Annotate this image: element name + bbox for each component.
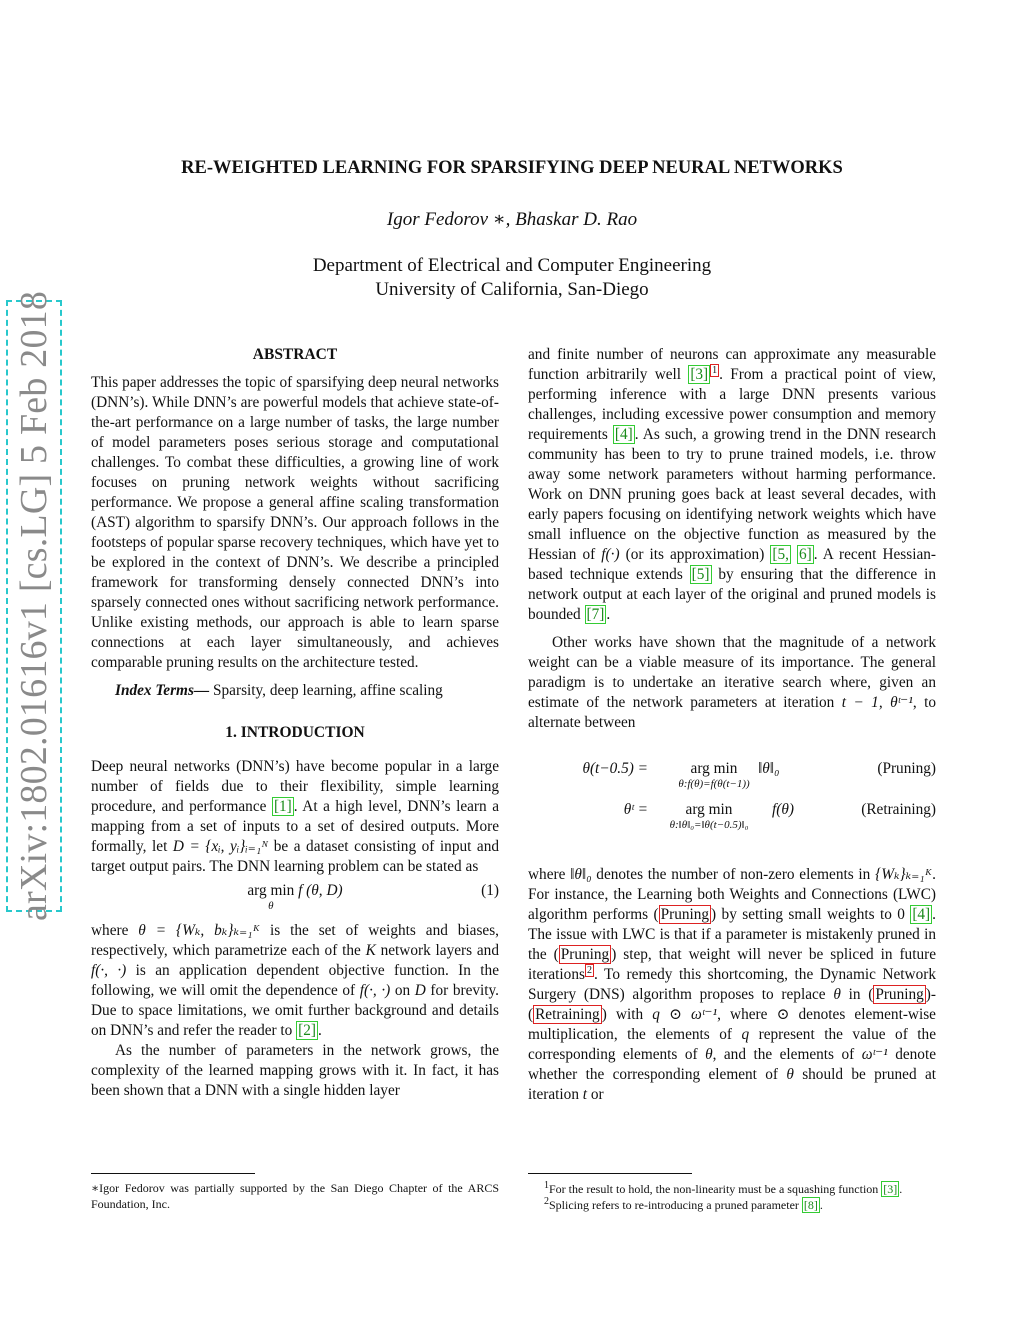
intro-heading: 1. INTRODUCTION xyxy=(225,724,365,741)
left-column xyxy=(91,345,499,1101)
footnote-rule-right xyxy=(528,1173,692,1174)
equation-block xyxy=(528,755,936,847)
index-terms-label: Index Terms— xyxy=(115,682,210,699)
abstract-heading: ABSTRACT xyxy=(252,346,338,363)
arxiv-stamp xyxy=(6,290,62,922)
right-paragraph-2: Other works have shown that the magnitude of a network weight can be a viable measure of its importance. The general paradigm is to undertake an iterative search where, given an estimate of the network parameters at iteration t − 1, θᵗ⁻¹, to alternate between xyxy=(528,634,937,731)
footnote-rule-left xyxy=(91,1173,255,1174)
footnote-right-1: $^1$For the result to hold, the non-linearity must be a squashing function [3] . xyxy=(544,1180,903,1196)
affiliation-line-2: University of California, San-Diego xyxy=(375,279,649,300)
eq-retraining-lhs: θᵗ = xyxy=(623,801,648,818)
intro-paragraph-1: Deep neural networks (DNN’s) have become popular in a large number of fields due to their flexibility, simple learning procedure, and performance [1] . At a high level, DNN’s learn a mapping from a set of inputs to a set of desired outputs. More formally, let D = {xᵢ, yᵢ}ᵢ₌₁ᴺ be a dataset consisting of input and target output pairs. The DNN learning problem can be stated as xyxy=(91,758,500,875)
eq-retraining-subscript: θ:‖θ‖₀=‖θ(t−0.5)‖₀ xyxy=(669,819,749,831)
authors: Igor Fedorov ∗, Bhaskar D. Rao xyxy=(386,209,638,230)
citation[interactable]: 6] xyxy=(799,546,812,563)
footnote-left: ∗Igor Fedorov was partially supported by the San Diego Chapter of the ARCS Foundation, Inc. xyxy=(91,1181,499,1211)
intro-paragraph-3: As the number of parameters in the network grows, the complexity of the learned mapping grows with it. In fact, it has been shown that a DNN with a single hidden layer xyxy=(91,1042,499,1099)
right-column xyxy=(528,345,936,1105)
affiliation xyxy=(0,254,1024,302)
citation[interactable]: [8] xyxy=(803,1198,818,1212)
arxiv-id: arXiv:1802.01616v1 [cs.LG] 5 Feb 2018 xyxy=(13,290,56,922)
eq-pruning-rhs: ‖θ‖₀ xyxy=(758,760,780,777)
footnote-right-2: $^2$Splicing refers to re-introducing a pruned parameter [8] . xyxy=(544,1196,823,1212)
eq1-number: (1) xyxy=(481,882,499,899)
eq-pruning xyxy=(528,759,936,799)
equation-1 xyxy=(91,877,499,921)
citation[interactable]: [2] xyxy=(298,1022,316,1039)
abstract-text: This paper addresses the topic of sparsifying deep neural networks (DNN’s). While DNN’s are powerful models that achieve state-of-the-art performance on a large number of tasks, the large number of model parameters poses serious storage and computational challenges. To combat these difficulties, a growing line of work focuses on pruning network weights without sacrificing performance. We propose a general affine scaling transformation (AST) algorithm to sparsify DNN’s. Our approach follows in the footsteps of popular sparse recovery techniques, which have yet to be explored in the context of DNN’s. We describe a principled framework for transforming densely connected DNN’s into sparsely connected ones without sacrificing network performance. Unlike existing methods, our approach is able to learn sparse connections at each layer simultaneously, and achieves comparable pruning results on the architecture tested. xyxy=(91,374,499,671)
eq-retraining-rhs: f(θ) xyxy=(772,801,794,818)
eq1-subscript: θ xyxy=(268,900,274,912)
citation[interactable]: [4] xyxy=(614,426,633,443)
intro-paragraph-2: where θ = {Wₖ, bₖ}ₖ₌₁ᴷ is the set of weights and biases, respectively, which parametrize each of the K network layers and f(·, ·) is an application dependent objective function. In the following, we will omit the dependence of f(·, ·) on D for brevity. Due to space limitations, we omit further background and details on DNN’s and refer the reader to [2] . xyxy=(91,922,499,1039)
citation[interactable]: [5] xyxy=(691,566,710,583)
eq1-operator: arg min xyxy=(247,882,295,899)
citation[interactable]: [7] xyxy=(586,606,605,623)
eq1-body: f (θ, D) xyxy=(298,882,343,899)
affiliation-line-1: Department of Electrical and Computer Engineering xyxy=(312,255,712,276)
eq-pruning-subscript: θ:f(θ)=f(θ(t−1)) xyxy=(678,778,750,790)
index-terms-text: Sparsity, deep learning, affine scaling xyxy=(213,682,443,699)
equation-ref[interactable]: Retraining xyxy=(535,1006,600,1023)
math-inline: D = {xᵢ, yᵢ}ᵢ₌₁ᴺ xyxy=(172,838,269,855)
eq-retraining-label: (Retraining) xyxy=(861,801,936,818)
equation-ref[interactable]: Pruning xyxy=(560,946,610,963)
index-terms xyxy=(91,681,499,701)
footnote-marker[interactable]: 2 xyxy=(586,964,592,976)
eq-retraining-operator: arg min xyxy=(685,801,733,818)
equation-ref[interactable]: Pruning xyxy=(875,986,924,1003)
citation[interactable]: [4] xyxy=(912,906,931,923)
right-paragraph-1: and finite number of neurons can approximate any measurable function arbitrarily well [3] $^1$ . From a practical point of view, performing inference with a large DNN presents various challenges, including excessive power consumption and memory requirements [4] . As such, a growing trend in the DNN research community has been to try to prune trained models, i.e. throw away some network parameters without harming performance. Work on DNN pruning goes back at least several decades, with early papers focusing on identifying network weights which have small influence on the objective function as measured by the Hessian of f(·) (or its approximation) [5, 6] . A recent Hessian-based technique extends [5] by ensuring that the difference in network output at each layer of the original and pruned models is bounded [7] . xyxy=(528,346,937,623)
equation-ref[interactable]: Pruning xyxy=(660,906,710,923)
right-paragraph-3: where ‖θ‖₀ denotes the number of non-zero elements in {Wₖ}ₖ₌₁ᴷ. For instance, the Learning both Weights and Connections (LWC) algorithm performs ( Pruning ) by setting small weights to 0 [4] . The issue with LWC is that if a parameter is mistakenly pruned in the ( Pruning ) step, that weight will never be spliced in future iterations $^2$ . To remedy this shortcoming, the Dynamic Network Surgery (DNS) algorithm proposes to replace θ in ( Pruning )-( Retraining ) with q ⊙ ωᵗ⁻¹, where ⊙ denotes element-wise multiplication, the elements of q represent the value of the corresponding elements of θ, and the elements of ωᵗ⁻¹ denote whether the corresponding element of θ should be pruned at iteration t or xyxy=(528,866,936,1103)
citation[interactable]: [3] xyxy=(690,366,709,383)
citation[interactable]: [1] xyxy=(273,798,292,815)
footnote-marker[interactable]: 1 xyxy=(712,364,718,376)
paper-title: RE-WEIGHTED LEARNING FOR SPARSIFYING DEEP NEURAL NETWORKS xyxy=(181,158,843,178)
eq-pruning-lhs: θ(t−0.5) = xyxy=(582,760,648,777)
eq-pruning-operator: arg min xyxy=(690,760,738,777)
citation[interactable]: [3] xyxy=(883,1182,898,1196)
eq-pruning-label: (Pruning) xyxy=(877,760,936,777)
eq-retraining xyxy=(528,800,936,840)
citation[interactable]: [5, xyxy=(772,546,789,563)
